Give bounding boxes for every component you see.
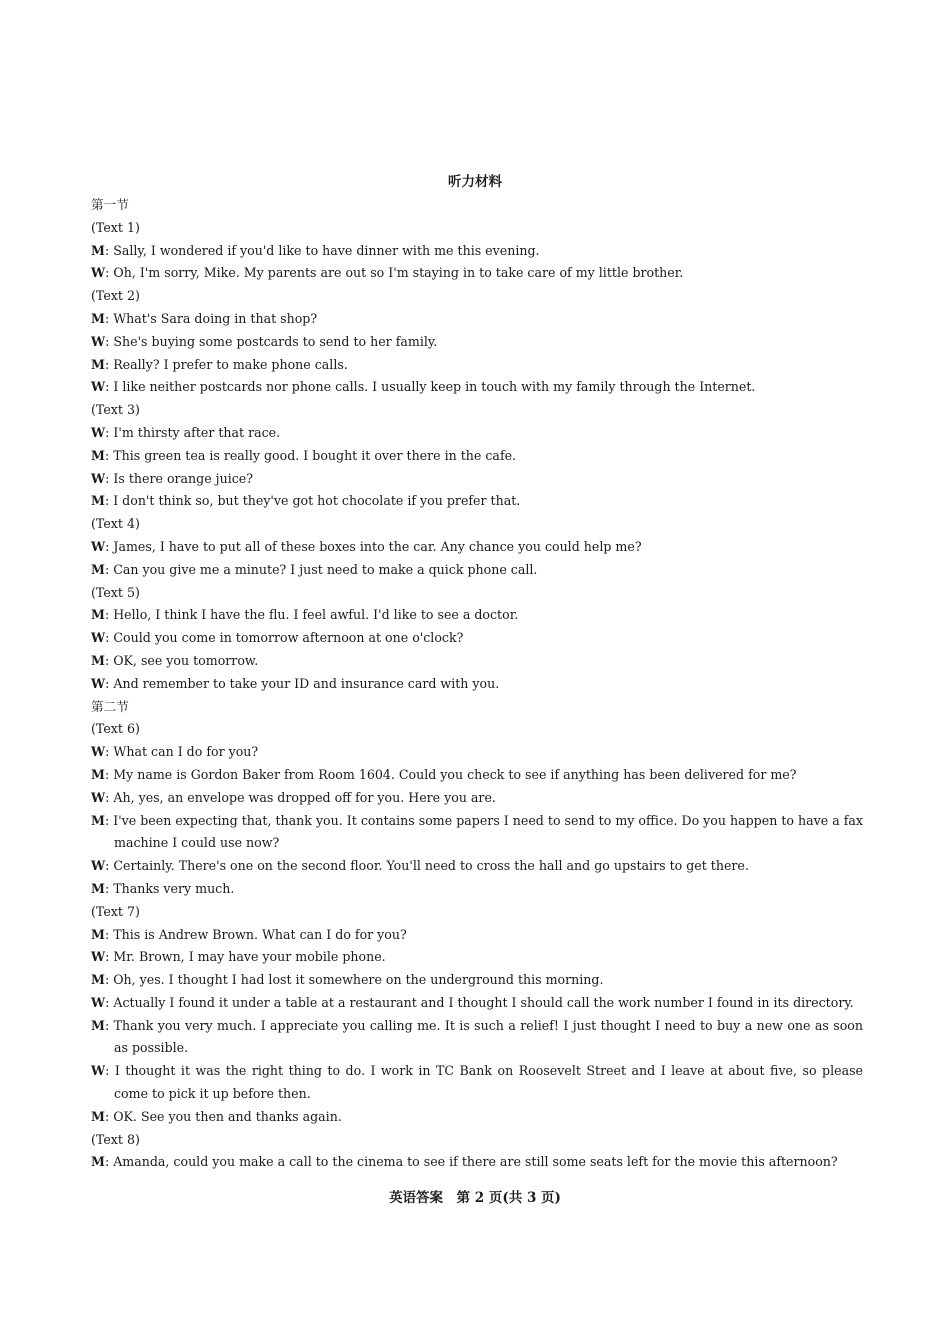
transcript-body: [91, 194, 863, 1174]
dialog-line: [91, 308, 863, 331]
dialog-line: [91, 946, 863, 969]
text-label: (Text 6): [91, 721, 140, 737]
dialog-text: : Oh, yes. I thought I had lost it somewhere on the underground this morning.: [104, 972, 604, 988]
speaker-label: M: [91, 812, 105, 828]
speaker-label: M: [91, 561, 105, 577]
dialog-text: : And remember to take your ID and insurance card with you.: [105, 675, 500, 691]
dialog-text: : My name is Gordon Baker from Room 1604. Could you check to see if anything has been delivered for me?: [104, 766, 797, 782]
speaker-label: W: [91, 744, 106, 760]
speaker-label: M: [91, 926, 105, 942]
dialog-line: [91, 1106, 863, 1129]
speaker-label: W: [91, 949, 106, 965]
page-title: 听力材料: [448, 174, 502, 190]
dialog-line: [91, 855, 863, 878]
speaker-label: W: [91, 538, 106, 554]
speaker-label: W: [91, 333, 106, 349]
dialog-text: : Thank you very much. I appreciate you calling me. It is such a relief! I just thought I need to buy a new one as soon as possible.: [104, 1017, 863, 1056]
speaker-label: M: [91, 1108, 105, 1124]
dialog-text: : What's Sara doing in that shop?: [104, 310, 318, 326]
text-label: (Text 2): [91, 288, 140, 304]
speaker-label: M: [91, 356, 105, 372]
speaker-label: M: [91, 310, 105, 326]
dialog-line: [91, 376, 863, 399]
dialog-text: : I like neither postcards nor phone calls. I usually keep in touch with my family through the Internet.: [105, 379, 756, 395]
speaker-label: W: [91, 994, 106, 1010]
dialog-text: : This green tea is really good. I bought it over there in the cafe.: [104, 447, 517, 463]
speaker-label: W: [91, 630, 106, 646]
speaker-label: M: [91, 242, 105, 258]
dialog-text: : Thanks very much.: [104, 880, 235, 896]
dialog-line: [91, 331, 863, 354]
dialog-line: [91, 969, 863, 992]
dialog-line: [91, 468, 863, 491]
dialog-line: [91, 445, 863, 468]
dialog-text: : Can you give me a minute? I just need to make a quick phone call.: [104, 561, 538, 577]
speaker-label: M: [91, 607, 105, 623]
speaker-label: M: [91, 1017, 105, 1033]
section-heading: 第二节: [91, 698, 129, 714]
dialog-line: [91, 354, 863, 377]
speaker-label: W: [91, 379, 106, 395]
dialog-line: [91, 1151, 863, 1174]
dialog-text: : James, I have to put all of these boxes into the car. Any chance you could help me?: [105, 538, 642, 554]
dialog-line: [91, 650, 863, 673]
dialog-line: [91, 878, 863, 901]
text-label: (Text 7): [91, 903, 140, 919]
dialog-line: [91, 673, 863, 696]
speaker-label: W: [91, 675, 106, 691]
speaker-label: W: [91, 470, 106, 486]
dialog-text: : Hello, I think I have the flu. I feel awful. I'd like to see a doctor.: [104, 607, 519, 623]
section-heading: 第一节: [91, 197, 129, 212]
speaker-label: M: [91, 880, 105, 896]
speaker-label: M: [91, 652, 105, 668]
dialog-text: : I don't think so, but they've got hot chocolate if you prefer that.: [104, 493, 521, 509]
dialog-text: : She's buying some postcards to send to her family.: [105, 333, 438, 349]
dialog-text: : Ah, yes, an envelope was dropped off for you. Here you are.: [105, 789, 496, 805]
speaker-label: M: [91, 447, 105, 463]
dialog-line: [91, 1015, 863, 1061]
dialog-line: [91, 604, 863, 627]
dialog-text: : What can I do for you?: [105, 744, 259, 760]
dialog-text: : OK. See you then and thanks again.: [104, 1108, 342, 1124]
dialog-text: : Amanda, could you make a call to the cinema to see if there are still some seats left for the movie this afternoon?: [104, 1154, 838, 1170]
speaker-label: M: [91, 1154, 105, 1170]
text-label: (Text 3): [91, 402, 140, 418]
speaker-label: W: [91, 265, 106, 281]
dialog-text: : I'm thirsty after that race.: [105, 424, 281, 440]
speaker-label: W: [91, 789, 106, 805]
dialog-line: [91, 992, 863, 1015]
dialog-text: : Mr. Brown, I may have your mobile phone.: [105, 949, 386, 965]
text-label: (Text 1): [91, 219, 140, 235]
dialog-line: [91, 240, 863, 263]
dialog-line: [91, 924, 863, 947]
dialog-line: [91, 490, 863, 513]
dialog-line: [91, 787, 863, 810]
dialog-text: : Could you come in tomorrow afternoon at one o'clock?: [105, 630, 464, 646]
dialog-text: : Actually I found it under a table at a restaurant and I thought I should call the work number I found in its directory.: [105, 994, 854, 1010]
dialog-line: [91, 741, 863, 764]
dialog-text: : I've been expecting that, thank you. It contains some papers I need to send to my office. Do you happen to have a fax machine I could use now?: [104, 812, 863, 851]
text-label: (Text 8): [91, 1131, 140, 1147]
speaker-label: M: [91, 766, 105, 782]
dialog-text: : I thought it was the right thing to do. I work in TC Bank on Roosevelt Street and I leave at about five, so please come to pick it up before then.: [105, 1063, 863, 1102]
dialog-text: : Really? I prefer to make phone calls.: [104, 356, 348, 372]
dialog-line: [91, 536, 863, 559]
speaker-label: W: [91, 424, 106, 440]
dialog-text: : OK, see you tomorrow.: [104, 652, 259, 668]
dialog-line: [91, 810, 863, 856]
dialog-text: : Sally, I wondered if you'd like to have dinner with me this evening.: [104, 242, 540, 258]
page-footer: 英语答案 第 2 页(共 3 页): [389, 1190, 561, 1206]
speaker-label: M: [91, 972, 105, 988]
dialog-line: [91, 559, 863, 582]
text-label: (Text 4): [91, 516, 140, 532]
dialog-line: [91, 764, 863, 787]
dialog-text: : Certainly. There's one on the second floor. You'll need to cross the hall and go upstairs to get there.: [105, 858, 749, 874]
dialog-text: : Is there orange juice?: [105, 470, 253, 486]
speaker-label: M: [91, 493, 105, 509]
speaker-label: W: [91, 858, 106, 874]
text-label: (Text 5): [91, 584, 140, 600]
dialog-text: : This is Andrew Brown. What can I do for you?: [104, 926, 407, 942]
dialog-line: [91, 1060, 863, 1106]
dialog-line: [91, 627, 863, 650]
dialog-text: : Oh, I'm sorry, Mike. My parents are out so I'm staying in to take care of my little brother.: [105, 265, 684, 281]
dialog-line: [91, 422, 863, 445]
speaker-label: W: [91, 1063, 106, 1079]
dialog-line: [91, 262, 863, 285]
